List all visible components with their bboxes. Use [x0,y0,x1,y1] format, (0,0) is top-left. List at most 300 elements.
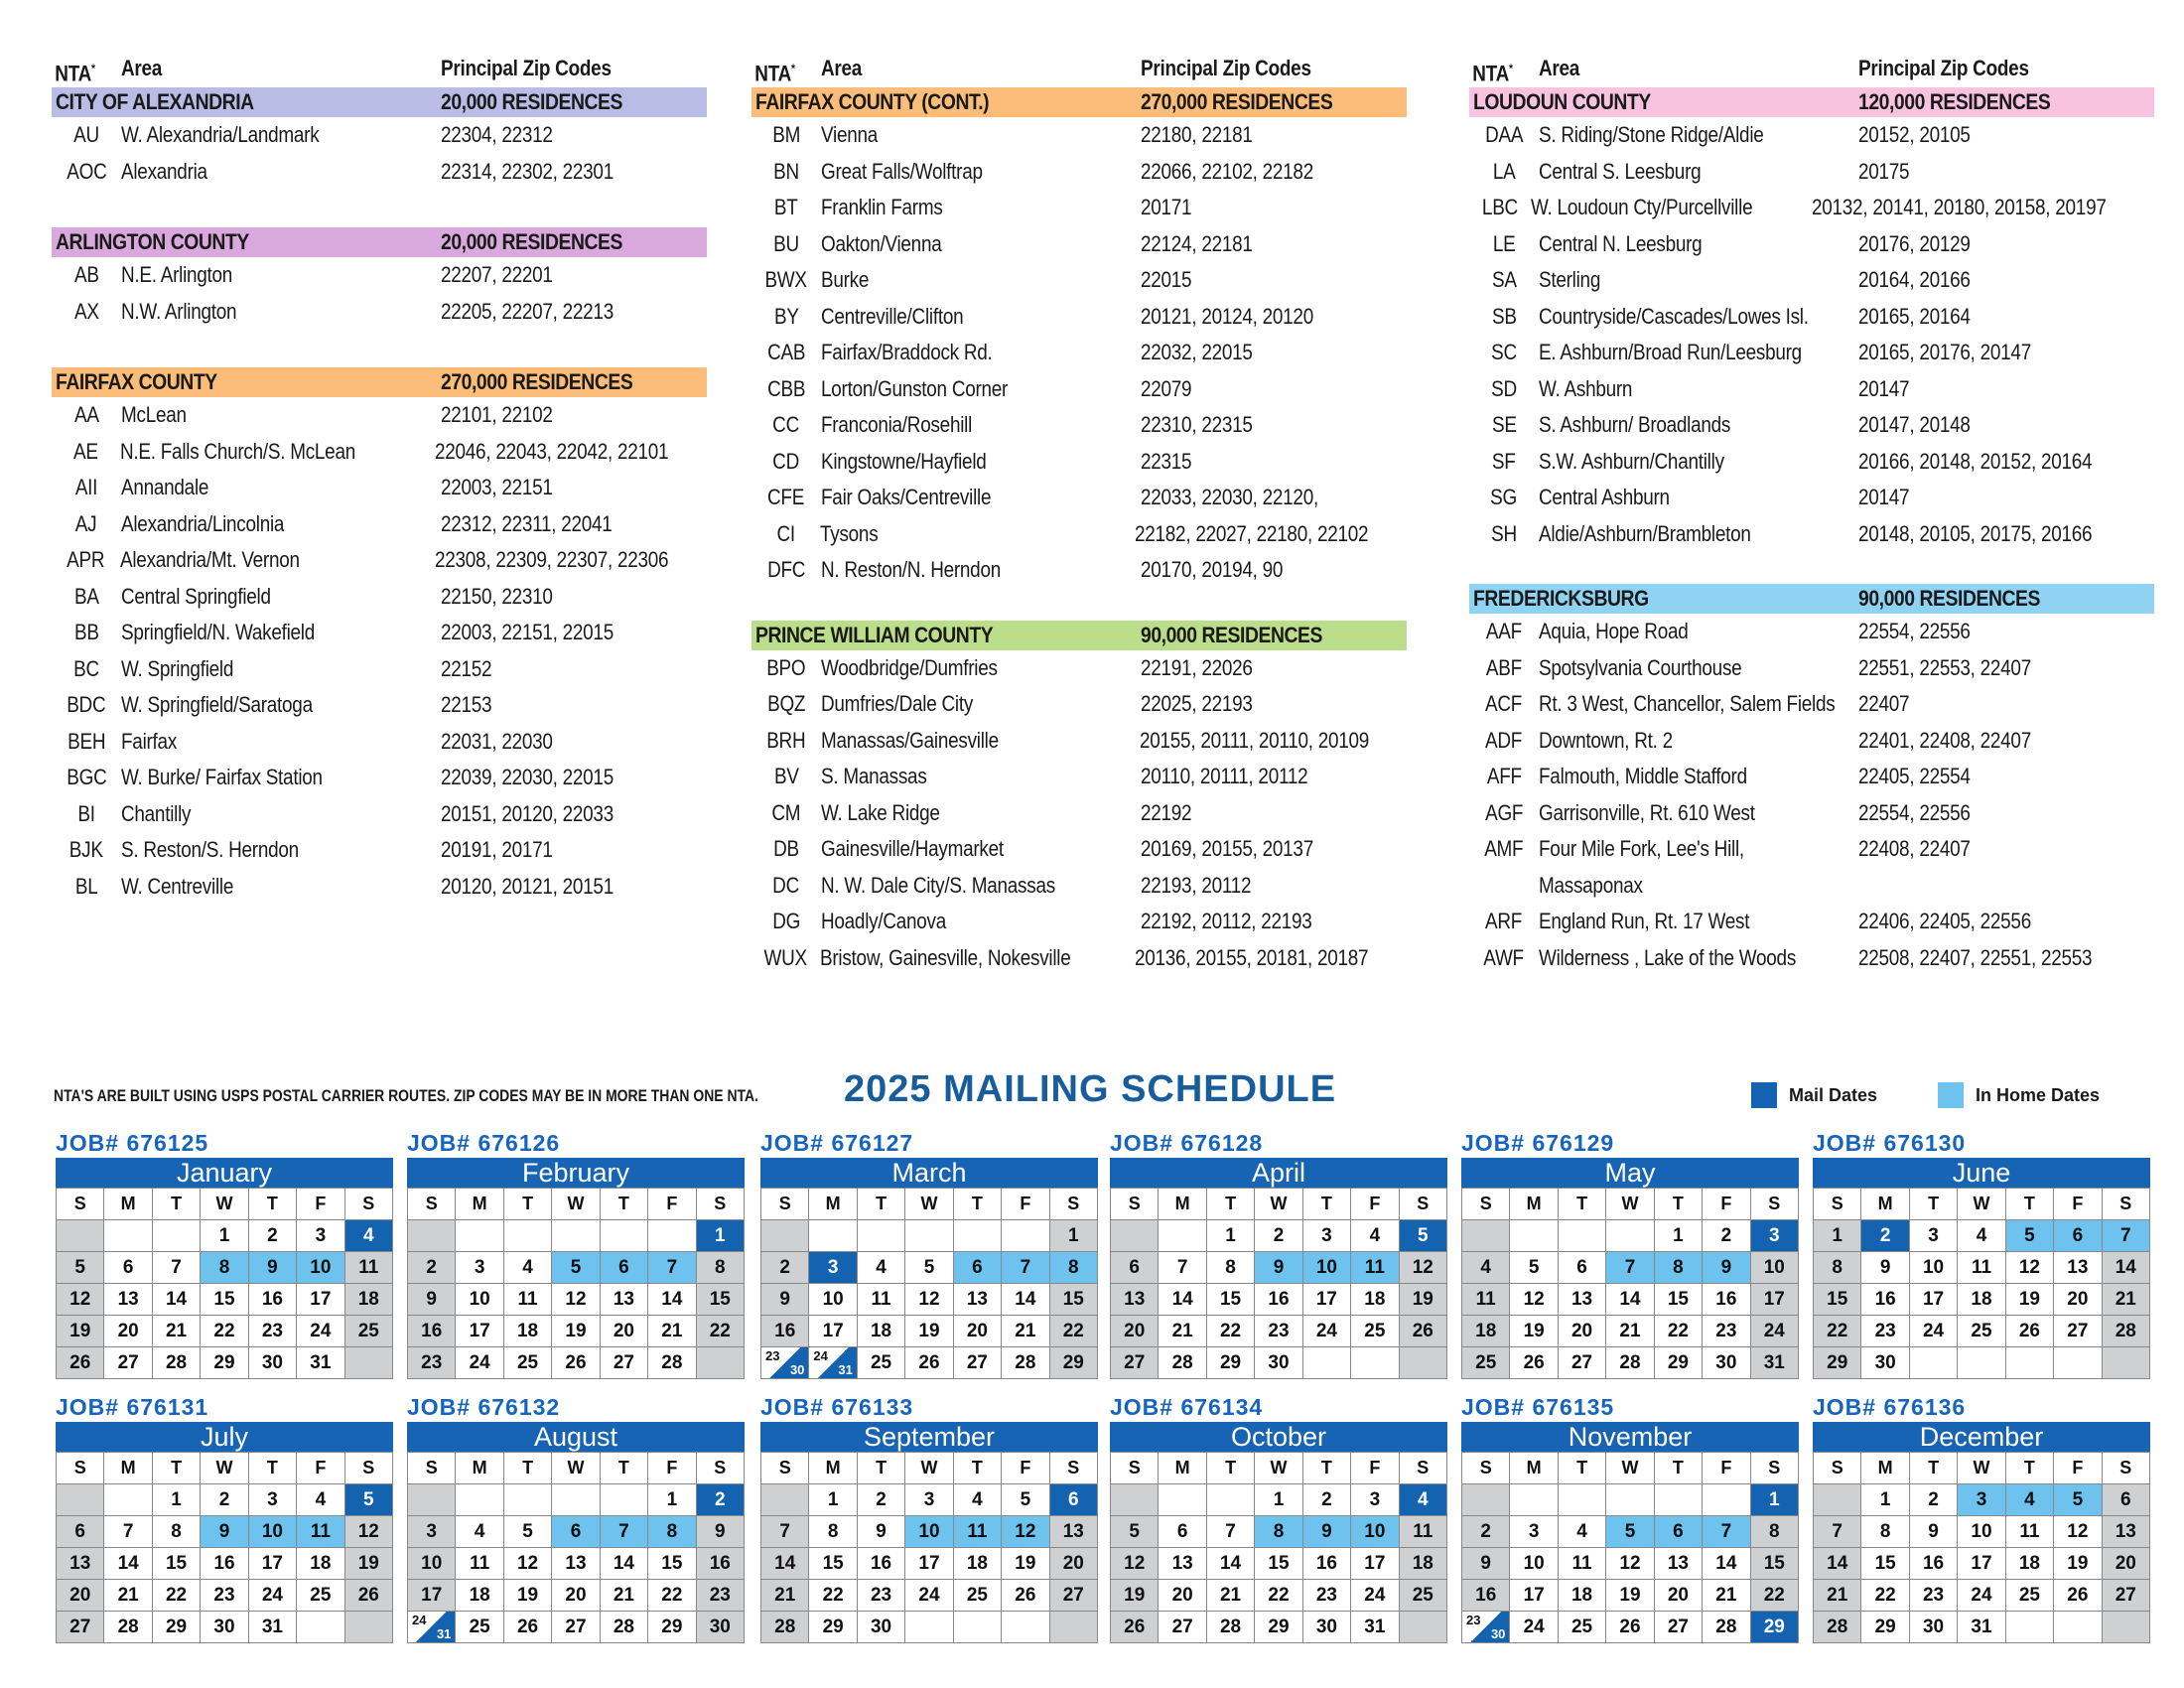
nta-row [1469,117,2154,154]
weekday-header: M [104,1453,152,1484]
empty-day-cell [456,1220,503,1252]
day-cell: 4 [1351,1220,1399,1252]
weekday-header: F [1703,1453,1750,1484]
nta-code: BU [773,230,799,256]
day-cell: 20 [2054,1284,2102,1316]
in-home-date-cell: 12 [1002,1516,1049,1548]
day-cell: 16 [1910,1548,1958,1580]
day-cell: 3 [905,1484,953,1516]
nta-row [751,117,1407,154]
section-residences: 20,000 RESIDENCES [441,89,622,114]
nta-zip-codes: 20166, 20148, 20152, 20164 [1858,448,2093,474]
nta-zip-codes: 22033, 22030, 22120, [1141,485,1318,509]
day-cell: 19 [57,1316,104,1347]
weekday-header: W [201,1189,248,1220]
nta-header-label: NTA* [55,61,95,86]
nta-zip-codes: 22039, 22030, 22015 [441,765,614,789]
in-home-date-cell: 5 [1606,1516,1654,1548]
weekday-header: T [1655,1453,1703,1484]
nta-zip-codes: 20148, 20105, 20175, 20166 [1858,520,2093,546]
day-cell: 2 [201,1484,248,1516]
day-cell: 5 [1111,1516,1159,1548]
in-home-date-cell: 10 [249,1516,297,1548]
empty-day-cell [408,1484,456,1516]
zip-header-label: Principal Zip Codes [1141,56,1311,80]
nta-zip-codes: 22025, 22193 [1141,691,1253,716]
day-cell: 1 [648,1484,696,1516]
nta-area: Aquia, Hope Road [1539,619,1689,643]
nta-row [751,723,1407,760]
month-calendar-january [56,1128,393,1379]
weekday-header: M [809,1189,857,1220]
in-home-date-cell: 3 [1958,1484,2005,1516]
weekday-header: F [1703,1189,1750,1220]
nta-area: E. Ashburn/Broad Run/Leesburg [1539,340,1802,364]
nta-row [1469,868,2154,905]
nta-code: CI [776,520,795,546]
nta-zip-codes: 22066, 22102, 22182 [1141,158,1313,184]
weekday-header: W [201,1453,248,1484]
empty-day-cell [1159,1220,1206,1252]
nta-code: BPO [766,654,806,680]
day-cell: 18 [1351,1284,1399,1316]
weekday-header: T [1207,1189,1255,1220]
day-cell: 9 [761,1284,809,1316]
nta-code: LBC [1481,195,1518,219]
day-cell: 16 [1462,1580,1510,1612]
nta-area: Centreville/Clifton [821,303,964,329]
day-cell: 19 [2006,1284,2054,1316]
day-cell: 17 [1958,1548,2005,1580]
job-number: JOB# 676129 [1461,1130,1615,1156]
empty-day-cell [1606,1484,1654,1516]
day-cell: 18 [954,1548,1002,1580]
day-cell: 17 [249,1548,297,1580]
day-cell: 4 [954,1484,1002,1516]
day-cell: 3 [1910,1220,1958,1252]
nta-zip-codes: 22182, 22027, 22180, 22102 [1135,520,1369,546]
nta-row [52,651,707,688]
weekday-header: S [1462,1189,1510,1220]
day-cell: 23 [1910,1580,1958,1612]
nta-zip-codes: 22180, 22181 [1141,122,1253,147]
day-cell: 15 [1655,1284,1703,1316]
nta-zip-codes: 22401, 22408, 22407 [1858,727,2031,753]
job-number: JOB# 676132 [407,1394,561,1420]
nta-zip-codes: 20147, 20148 [1858,412,1971,437]
empty-day-cell [1002,1220,1049,1252]
day-cell: 20 [2103,1548,2150,1580]
day-cell: 19 [552,1316,600,1347]
section-title-bar [52,227,707,257]
weekday-header: T [249,1453,297,1484]
weekday-header: M [456,1189,503,1220]
day-cell: 27 [954,1347,1002,1379]
empty-day-cell [57,1484,104,1516]
nta-code: AAF [1485,619,1523,643]
section-title-bar [52,87,707,117]
month-name: June [1813,1158,2150,1188]
day-cell: 17 [1303,1284,1351,1316]
day-cell: 26 [552,1347,600,1379]
day-cell: 24 [1510,1612,1558,1643]
nta-zip-codes: 20155, 20111, 20110, 20109 [1140,727,1370,753]
in-home-date-cell: 8 [1255,1516,1302,1548]
nta-row [52,760,707,796]
weekday-header: W [1255,1189,1302,1220]
day-cell: 13 [954,1284,1002,1316]
day-cell: 22 [201,1316,248,1347]
day-cell: 28 [1159,1347,1206,1379]
empty-day-cell [809,1220,857,1252]
day-cell: 23 [697,1580,745,1612]
nta-code: BL [74,873,98,899]
month-calendar-april [1110,1128,1447,1379]
nta-row [751,904,1407,940]
day-cell: 27 [1050,1580,1098,1612]
day-cell: 6 [2103,1484,2150,1516]
day-cell: 19 [1002,1548,1049,1580]
empty-day-cell [345,1612,393,1643]
day-cell: 23 [201,1580,248,1612]
nta-area: W. Alexandria/Landmark [121,122,320,147]
in-home-date-cell: 8 [1050,1252,1098,1284]
month-grid [1110,1452,1447,1643]
nta-zip-codes: 22405, 22554 [1858,764,1971,788]
day-cell: 3 [408,1516,456,1548]
day-cell: 6 [1111,1252,1159,1284]
nta-row [751,516,1407,553]
in-home-date-cell: 6 [601,1252,648,1284]
empty-day-cell [1050,1612,1098,1643]
empty-day-cell [1606,1220,1654,1252]
nta-code: DAA [1484,122,1524,147]
day-cell: 24 [456,1347,503,1379]
empty-day-cell [552,1484,600,1516]
nta-zip-codes: 22192, 20112, 22193 [1141,909,1312,933]
nta-zip-codes: 22508, 22407, 22551, 22553 [1858,944,2093,970]
weekday-header: T [1303,1189,1351,1220]
nta-code: AOC [66,158,107,184]
day-cell: 4 [1559,1516,1606,1548]
mail-date-cell: 5 [1400,1220,1447,1252]
day-cell: 6 [1559,1252,1606,1284]
legend-mail [1751,1082,1877,1108]
day-cell: 2 [249,1220,297,1252]
nta-zip-codes: 22079 [1141,375,1192,401]
day-cell: 19 [1510,1316,1558,1347]
month-name: November [1461,1422,1799,1452]
nta-area: Fairfax [121,728,178,754]
month-name: July [56,1422,393,1452]
job-number: JOB# 676128 [1110,1130,1264,1156]
day-cell: 31 [297,1347,344,1379]
day-cell: 18 [504,1316,552,1347]
area-header-label: Area [121,56,163,80]
day-cell: 11 [1400,1516,1447,1548]
day-cell: 6 [104,1252,152,1284]
day-cell: 7 [153,1252,201,1284]
weekday-header: T [1207,1453,1255,1484]
month-calendar-july [56,1392,393,1643]
day-cell: 8 [1861,1516,1909,1548]
empty-day-cell [954,1220,1002,1252]
empty-day-cell [1002,1612,1049,1643]
nta-area: W. Burke/ Fairfax Station [121,765,323,789]
day-number: 30 [789,1362,805,1377]
nta-code: BM [772,122,800,147]
nta-area: Great Falls/Wolftrap [821,158,983,184]
day-cell: 17 [1351,1548,1399,1580]
nta-zip-codes: 22003, 22151, 22015 [441,620,614,644]
day-cell: 29 [1255,1612,1302,1643]
in-home-date-cell: 8 [201,1252,248,1284]
weekday-header: S [408,1189,456,1220]
empty-day-cell [761,1220,809,1252]
nta-code: ACF [1485,691,1523,716]
zip-header-label: Principal Zip Codes [1858,56,2029,80]
day-cell: 12 [1510,1284,1558,1316]
nta-row [52,434,707,471]
nta-zip-codes: 22407 [1858,691,1910,716]
day-cell: 30 [1255,1347,1302,1379]
day-cell: 14 [104,1548,152,1580]
weekday-header: S [761,1453,809,1484]
nta-area: Downtown, Rt. 2 [1539,727,1673,753]
nta-zip-codes: 20165, 20164 [1858,303,1971,329]
day-cell: 25 [297,1580,344,1612]
weekday-header: W [1958,1189,2005,1220]
nta-code: AU [73,122,99,147]
month-grid [56,1188,393,1379]
weekday-header: S [57,1189,104,1220]
day-cell: 15 [1207,1284,1255,1316]
month-name: April [1110,1158,1447,1188]
weekday-header: F [1002,1453,1049,1484]
day-cell: 31 [249,1612,297,1643]
weekday-header: T [1910,1453,1958,1484]
nta-code: ARF [1485,909,1523,933]
day-cell: 17 [1910,1284,1958,1316]
day-cell: 26 [57,1347,104,1379]
day-cell: 20 [1111,1316,1159,1347]
weekday-header: T [954,1453,1002,1484]
empty-day-cell [456,1484,503,1516]
in-home-date-cell: 4 [2006,1484,2054,1516]
empty-day-cell [504,1484,552,1516]
day-cell: 19 [345,1548,393,1580]
nta-zip-codes: 20191, 20171 [441,837,553,862]
nta-code: SD [1491,375,1517,401]
day-cell: 4 [456,1516,503,1548]
nta-code: CD [772,448,800,474]
day-cell: 15 [809,1548,857,1580]
mail-date-cell: 29 [1751,1612,1799,1643]
nta-header [751,52,1407,85]
section-residences: 270,000 RESIDENCES [1141,89,1333,114]
day-cell: 13 [601,1284,648,1316]
day-cell: 2 [1703,1220,1750,1252]
day-cell: 26 [1111,1612,1159,1643]
nta-row [751,552,1407,589]
in-home-date-cell: 10 [1303,1252,1351,1284]
nta-area: W. Springfield/Saratoga [121,692,313,717]
nta-area: N. Reston/N. Herndon [821,557,1001,582]
day-cell: 24 [1303,1316,1351,1347]
empty-day-cell [552,1220,600,1252]
nta-row [52,117,707,154]
home-swatch-icon [1938,1082,1964,1108]
weekday-header: S [1400,1453,1447,1484]
nta-code: AGF [1484,799,1524,825]
nta-code: AA [73,402,99,427]
nta-code: SC [1491,340,1517,364]
day-cell: 22 [1814,1316,1861,1347]
day-cell: 27 [1111,1347,1159,1379]
nta-area: Garrisonville, Rt. 610 West [1539,799,1755,825]
nta-area: England Run, Rt. 17 West [1539,909,1750,933]
weekday-header: S [345,1453,393,1484]
month-grid [1110,1188,1447,1379]
empty-day-cell [1159,1484,1206,1516]
day-cell: 15 [1814,1284,1861,1316]
weekday-header: S [1814,1453,1861,1484]
in-home-date-cell: 7 [1606,1252,1654,1284]
nta-row [1469,795,2154,832]
weekday-header: S [57,1453,104,1484]
in-home-date-cell: 6 [552,1516,600,1548]
mail-date-cell: 3 [809,1252,857,1284]
nta-asterisk: * [91,62,95,75]
nta-zip-codes: 22315 [1141,448,1192,474]
nta-area: N.E. Falls Church/S. McLean [120,438,355,464]
day-cell: 23 [858,1580,905,1612]
nta-zip-codes: 22551, 22553, 22407 [1858,654,2031,680]
day-cell-split [1462,1612,1510,1643]
day-cell: 28 [648,1347,696,1379]
day-cell: 5 [1510,1252,1558,1284]
in-home-date-cell: 9 [1703,1252,1750,1284]
nta-area: Kingstowne/Hayfield [821,448,987,474]
day-cell: 8 [1814,1252,1861,1284]
nta-code: LA [1492,158,1516,184]
day-cell: 6 [1159,1516,1206,1548]
in-home-date-cell: 7 [1703,1516,1750,1548]
day-cell: 13 [552,1548,600,1580]
nta-row [751,686,1407,723]
day-cell: 10 [456,1284,503,1316]
month-name: January [56,1158,393,1188]
nta-row [1469,686,2154,723]
day-cell: 1 [1207,1220,1255,1252]
day-cell: 25 [2006,1580,2054,1612]
nta-code: DC [772,872,800,898]
weekday-header: M [1510,1189,1558,1220]
month-name: May [1461,1158,1799,1188]
day-cell: 25 [504,1347,552,1379]
month-calendar-march [760,1128,1098,1379]
empty-day-cell [1111,1484,1159,1516]
nta-column-1 [52,52,707,905]
day-cell: 7 [104,1516,152,1548]
weekday-header: T [504,1189,552,1220]
day-cell: 22 [1207,1316,1255,1347]
day-cell: 20 [1655,1580,1703,1612]
day-cell: 3 [297,1220,344,1252]
nta-row [1469,516,2154,553]
day-cell: 17 [809,1316,857,1347]
day-cell: 31 [1958,1612,2005,1643]
mail-date-cell: 1 [1751,1484,1799,1516]
weekday-header: F [297,1453,344,1484]
nta-area: W. Springfield [121,655,234,681]
month-grid [760,1452,1098,1643]
nta-asterisk: * [791,62,795,75]
nta-code: AX [73,298,99,324]
nta-area: Fair Oaks/Centreville [821,485,992,509]
section-title-bar [1469,87,2154,117]
mail-date-cell: 3 [1751,1220,1799,1252]
in-home-date-cell: 9 [1303,1516,1351,1548]
nta-area: Lorton/Gunston Corner [821,375,1009,401]
nta-area: Franklin Farms [821,195,943,219]
day-cell: 29 [648,1612,696,1643]
section-name: CITY OF ALEXANDRIA [56,89,254,114]
day-cell: 17 [1510,1580,1558,1612]
day-cell: 28 [2103,1316,2150,1347]
empty-day-cell [1958,1347,2005,1379]
job-number: JOB# 676134 [1110,1394,1264,1420]
nta-zip-codes: 22193, 20112 [1141,872,1252,898]
day-cell: 24 [249,1580,297,1612]
nta-row [1469,190,2154,226]
nta-row [751,371,1407,408]
nta-area: Burke [821,267,870,292]
day-cell: 11 [1559,1548,1606,1580]
day-cell: 16 [249,1284,297,1316]
nta-code: BY [773,303,799,329]
month-calendar-february [407,1128,745,1379]
day-cell: 7 [1814,1516,1861,1548]
weekday-header: S [697,1453,745,1484]
nta-code: SE [1491,412,1517,437]
day-cell-split [809,1347,857,1379]
nta-row [1469,614,2154,650]
day-cell: 26 [1510,1347,1558,1379]
day-cell: 1 [1861,1484,1909,1516]
section-name: FREDERICKSBURG [1473,586,1649,611]
day-cell: 18 [297,1548,344,1580]
day-cell: 20 [1559,1316,1606,1347]
day-cell: 11 [2006,1516,2054,1548]
day-cell: 1 [809,1484,857,1516]
nta-row [751,299,1407,336]
nta-row [1469,226,2154,263]
nta-row [751,795,1407,832]
day-cell: 3 [249,1484,297,1516]
legend-mail-label: Mail Dates [1789,1084,1878,1105]
job-number: JOB# 676136 [1813,1394,1967,1420]
day-cell: 20 [1159,1580,1206,1612]
month-calendar-august [407,1392,745,1643]
day-cell: 14 [1703,1548,1750,1580]
nta-area: Tysons [820,520,879,546]
nta-section [751,621,1407,977]
in-home-date-cell: 8 [1655,1252,1703,1284]
day-cell: 26 [1606,1612,1654,1643]
nta-code: DG [772,909,800,933]
month-name: October [1110,1422,1447,1452]
